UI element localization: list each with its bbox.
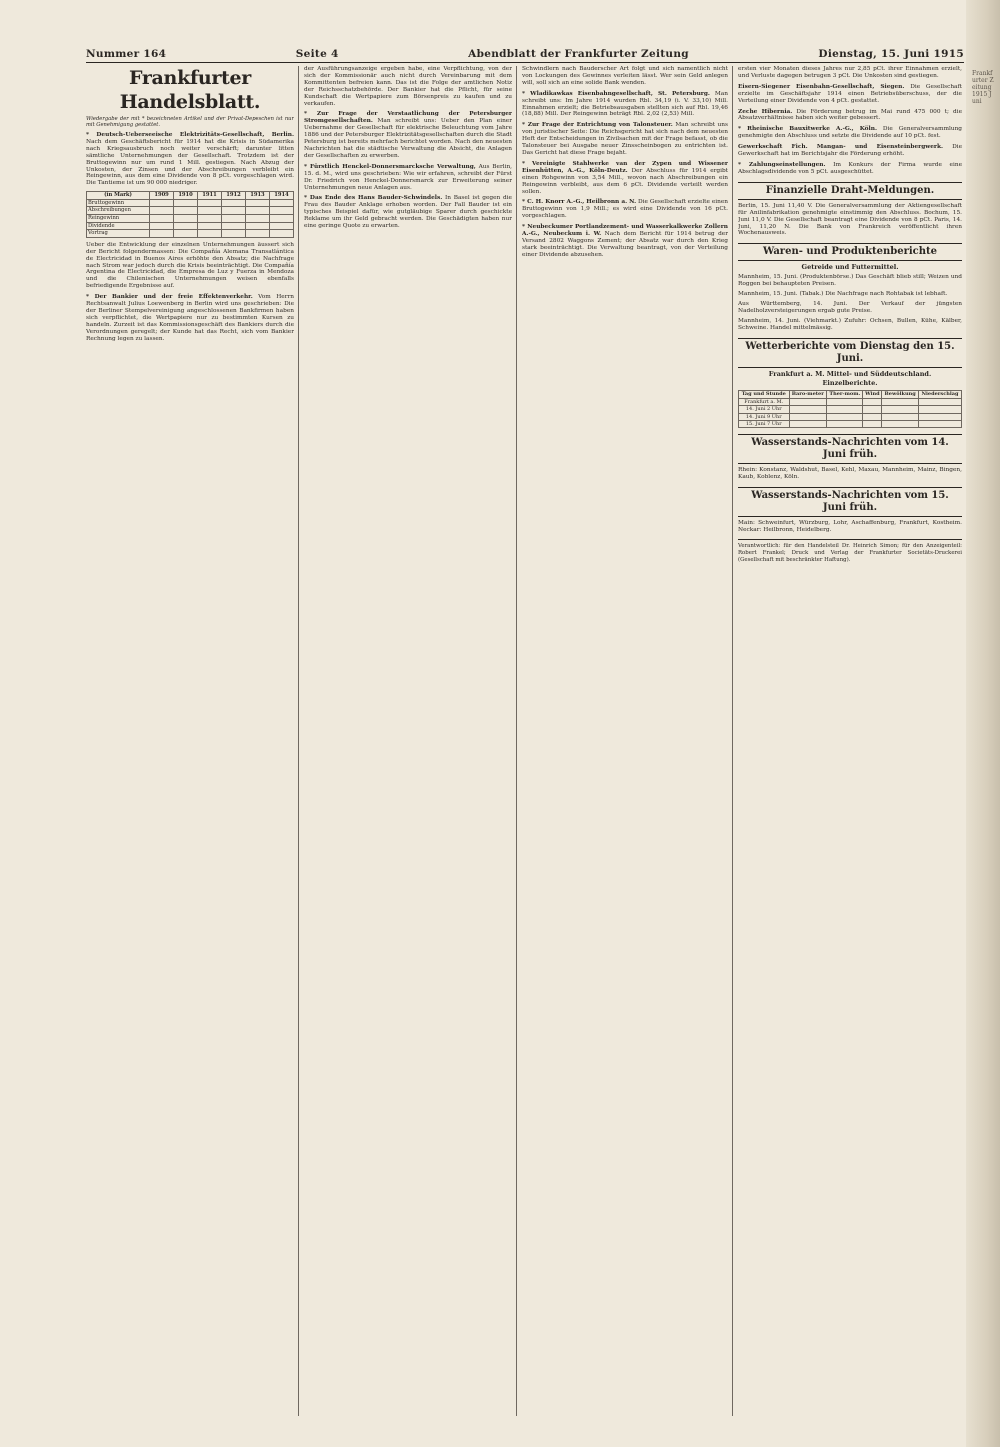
table-cell [245,207,269,215]
weather-table-title: Einzelberichte. [822,379,878,388]
article-neubeckum [522,224,728,259]
table-cell [222,199,246,207]
weather-table [738,390,962,428]
article-headline: * Der Bankier und der freie Effektenverkehr. [86,294,253,301]
table-row [87,230,294,238]
table-cell [174,207,198,215]
table-cell [222,222,246,230]
table-row [739,406,962,413]
row-label: Vortrag [87,230,150,238]
article-headline: Zeche Hibernia. [738,108,793,115]
book-binding-edge [966,0,1000,1447]
table-cell [174,222,198,230]
table-cell [269,215,293,223]
column-4 [738,66,962,1416]
water-level-heading: Wasserstands-Nachrichten vom 15. Juni früh. [738,487,962,517]
masthead-subtitle: Wiedergabe der mit * bezeichneten Artikel und der Privat-Depeschen ist nur mit Genehmigung gestattet. [86,116,294,128]
article-body: Der Abschluss für 1914 ergibt einen Rohgewinn von 3,54 Mill., wovon nach Abschreibungen ein Reingewinn verbleibt, aus dem 6 pCt. Dividende verteilt werden sollen. [522,167,728,195]
article-electric-company [86,132,294,187]
markets-section-heading: Waren- und Produktenberichte [738,243,962,261]
table-cell [918,398,961,405]
article-zahlungseinstellungen [738,162,962,176]
table-header-cell: 1910 [174,192,198,200]
table-row [739,413,962,420]
article-wladikawkas [522,91,728,119]
table-cell [245,215,269,223]
article-headline: * Rheinische Bauxitwerke A.-G., Köln. [738,126,877,133]
table-row [739,398,962,405]
column-divider [516,66,517,1416]
table-header-row [87,192,294,200]
table-header-cell: 1914 [269,192,293,200]
article-body: Nach dem Bericht für 1914 betrug der Versand 2802 Waggons Zement; der Absatz war durch den Krieg stark beeinträchtigt. Die Verwaltung beantragt, von der Verteilung einer Dividende abzusehen. [522,231,728,258]
article-body: Man schreibt uns: Ueber den Plan einer Uebernahme der Gesellschaft für elektrische Beleuchtung vom Jahre 1886 und der Petersburger Elektrizitätsgesellschaften durch die Stadt Petersburg ist bereits mehrfach berichtet worden. Nach den neuesten Nachrichten hat die städtische Verwaltung die Absicht, die Anlagen der Gesellschaften zu erwerben. [304,118,512,159]
market-report: Mannheim, 14. Juni. (Viehmarkt.) Zufuhr: Ochsen, Bullen, Kühe, Kälber, Schweine. Handel mittelmässig. [738,317,962,331]
table-row [87,215,294,223]
row-label: Reingewinn [87,215,150,223]
market-report: Mannheim, 15. Juni. (Tabak.) Die Nachfrage nach Rohtabak ist lebhaft. [738,291,948,298]
article-headline: Eisern-Siegener Eisenbahn-Gesellschaft, Siegen. [738,83,905,90]
table-header-cell: Baro-meter [789,391,827,398]
article-headline: * Deutsch-Ueberseeische Elektrizitäts-Gesellschaft, Berlin. [86,132,294,138]
table-cell [827,421,863,428]
table-cell [198,199,222,207]
header-rule [86,62,964,63]
table-cell [918,406,961,413]
table-cell [150,207,174,215]
page-header [86,47,964,61]
table-cell [789,398,827,405]
article-hibernia [738,109,962,123]
table-cell [245,230,269,238]
table-header-cell: Ther-mom. [827,391,863,398]
article-talonsteuer [522,122,728,157]
table-cell [245,199,269,207]
article-headline: * Das Ende des Hans Bauder-Schwindels. [304,195,443,202]
table-cell [863,413,882,420]
table-cell: 14. Juni 2 Uhr [739,406,790,413]
article-body: Ueber die Entwicklung der einzelnen Unternehmungen äussert sich der Bericht folgendermassen: Die Compañía Alemana Transatlántica de Electricidad in Buenos Aires erhöhte den Absatz; die Nachfrage nach Strom war jedoch durch die Krisis beeinträchtigt. Die Compañía Argentina de Electricidad, die Empresa de Luz y Fuerza in Mendoza und die Chilenischen Unternehmungen weisen ebenfalls befriedigende Ergebnisse auf. [86,241,294,290]
row-label: Dividende [87,222,150,230]
table-cell [198,230,222,238]
article-body: Die Förderung betrug im Mai rund 475 000 t; die Absatzverhältnisse haben sich weiter gebessert. [738,108,962,122]
article-headline: * Zahlungseinstellungen. [738,161,826,168]
table-header-cell: 1912 [222,192,246,200]
newspaper-title: Abendblatt der Frankfurter Zeitung [468,48,689,60]
article-continuation [86,242,294,290]
article-henckel [304,164,512,192]
table-cell [198,215,222,223]
article-headline: * Fürstlich Henckel-Donnersmarcksche Verwaltung, [304,163,476,170]
finance-telegrams: Berlin, 15. Juni 11,40 V. Die Generalversammlung der Aktiengesellschaft für Anilinfabrikation genehmigte einstimmig den Abschluss. Bochum, 15. Juni 11,0 V. Die Gesellschaft beantragt eine Dividende von 8 pCt. Paris, 14. Juni, 11,20 N. Die Bank von Frankreich veröffentlicht ihren Wochenausweis. [738,202,962,237]
page-number: Seite 4 [295,48,339,60]
table-cell [174,215,198,223]
table-row [87,207,294,215]
article-headline: * Zur Frage der Verstaatlichung der Petersburger Stromgesellschaften. [304,111,512,125]
table-cell [245,222,269,230]
table-cell [222,230,246,238]
table-cell [827,406,863,413]
table-cell [789,406,827,413]
binding-marginalia: Frankfurter Zeitung 1915 Juni [972,70,994,105]
section-masthead: Frankfurter Handelsblatt. [119,67,261,113]
article-headline: Gewerkschaft Fich. Mangan- und Eisensteinbergwerk. [738,144,944,151]
table-cell [269,207,293,215]
table-header-cell: 1909 [150,192,174,200]
article-body: Aus Berlin, 15. d. M., wird uns geschrieben: Wie wir erfahren, schreibt der Fürst Dr. Friedrich von Henckel-Donnersmarck zur Erweiterung seiner Unternehmungen neue Anlagen aus. [304,163,512,191]
table-cell [882,421,919,428]
row-label: Bruttogewinn [87,199,150,207]
article-bauxit [738,126,962,140]
article-body: Die Gesellschaft erzielte einen Bruttogewinn von 1,9 Mill.; es wird eine Dividende von 16 pCt. vorgeschlagen. [522,199,728,220]
article-headline: * C. H. Knorr A.-G., Heilbronn a. N. [522,199,637,206]
table-cell [882,413,919,420]
article-knorr [522,199,728,220]
table-cell [150,215,174,223]
article-headline: * Zur Frage der Entrichtung von Talonsteuer. [522,122,673,129]
table-body [739,398,962,428]
table-header-cell: Niederschlag [918,391,961,398]
table-cell [789,413,827,420]
table-row [87,222,294,230]
article-body: Die Generalversammlung genehmigte den Abschluss und setzte die Dividende auf 10 pCt. fest. [738,126,962,140]
row-label: Abschreibungen [87,207,150,215]
article-headline: * Vereinigte Stahlwerke van der Zypen und Wissener Eisenhütten, A.-G., Köln-Deutz. [522,160,728,174]
article-body: In Basel ist gegen die Frau des Bauder Anklage erhoben worden. Der Fall Bauder ist ein typisches Beispiel dafür, wie gutgläubige Sparer durch geschickte Reklame um ihr Geld gebracht werden. Die Geschädigten haben nur eine geringe Quote zu erwarten. [304,195,512,230]
table-header-cell: 1911 [198,192,222,200]
table-cell [174,199,198,207]
article-body: Schwindlern nach Bauderscher Art folgt und sich namentlich nicht von Lockungen des Gewinnes verleiten lässt. Wer sein Geld anlegen will, soll sich an eine solide Bank wenden. [522,66,728,86]
table-cell [882,406,919,413]
table-cell [269,199,293,207]
article-body: Die Gewerkschaft hat im Berichtsjahr die Förderung erhöht. [738,144,962,158]
table-row [739,421,962,428]
table-cell [863,421,882,428]
column-divider [732,66,733,1416]
article-continuation [738,66,962,80]
article-body: Nach dem Geschäftsbericht für 1914 hat die Krisis in Südamerika nach Kriegsausbruch noch weiter verschärft; darunter litten sämtliche Unternehmungen der Gesellschaft. Trotzdem ist der Bruttogewinn nur um rund 1 Mill. gestiegen. Nach Abzug der Unkosten, der Zinsen und der Abschreibungen verbleibt ein Reingewinn, aus dem eine Dividende von 8 pCt. vorgeschlagen wird. Die Tantieme ist um 90 000 niedriger. [86,138,294,187]
imprint: Verantwortlich: für den Handelsteil Dr. Heinrich Simon; für den Anzeigenteil: Robert Frankel; Druck und Verlag der Frankfurter Societäts-Druckerei (Gesellschaft mit beschränkter Haftung). [738,539,962,564]
table-cell [827,413,863,420]
article-headline: * Neubeckumer Portlandzement- und Wasserkalkwerke Zollern A.-G., Neubeckum i. W. [522,224,728,238]
article-banker [86,294,294,342]
table-cell: Frankfurt a. M. [739,398,790,405]
issue-date: Dienstag, 15. Juni 1915 [818,48,964,60]
article-body: Die Gesellschaft erzielte im Geschäftsjahr 1914 einen Betriebsüberschuss, der die Verteilung einer Dividende von 4 pCt. gestattet. [738,83,962,104]
weather-subheading: Frankfurt a. M. Mittel- und Süddeutschland. [768,369,932,378]
table-header-cell: Tag und Stunde [739,391,790,398]
table-cell: 14. Juni 9 Uhr [739,413,790,420]
column-3 [522,66,728,1416]
table-cell [827,398,863,405]
article-body: Man schreibt uns von juristischer Seite: Die Reichsgericht hat sich nach dem neuesten Heft der Entscheidungen in Zivilsachen mit der Frage befasst, ob die Talonsteuer bei Ausgabe neuer Zinsscheinbogen zu entrichten ist. Das Gericht hat diese Frage bejaht. [522,122,728,156]
article-petersburg [304,111,512,159]
table-cell [863,406,882,413]
table-cell [222,215,246,223]
table-header-cell: Bewölkung [882,391,919,398]
article-body: Vom Herrn Rechtsanwalt Julius Loewenberg in Berlin wird uns geschrieben: Die der Berliner Stempelvereinigung angeschlossenen Bankfirmen haben sich verpflichtet, die Wertpapiere nur zu bestimmten Kursen zu handeln. Zurzeit ist das Kommissionsgeschäft des Bankiers durch die Verordnungen geregelt; der Kunde hat das Recht, sich vom Bankier Rechnung legen zu lassen. [86,294,294,342]
table-cell [269,230,293,238]
table-cell [863,398,882,405]
article-body: Im Konkurs der Firma wurde eine Abschlagsdividende von 5 pCt. ausgeschüttet. [738,161,962,175]
column-1 [86,66,294,1416]
water-level-heading: Wasserstands-Nachrichten vom 14. Juni früh. [738,434,962,464]
table-cell [269,222,293,230]
article-headline: * Wladikawkas Eisenbahngesellschaft, St. Petersburg. [522,90,710,97]
financial-table [86,191,294,238]
finance-section-heading: Finanzielle Draht-Meldungen. [738,182,962,200]
column-2 [304,66,512,1416]
table-cell [150,222,174,230]
table-cell [174,230,198,238]
table-cell [789,421,827,428]
table-cell [198,222,222,230]
table-header-cell: Wind [863,391,882,398]
table-cell: 15. Juni 7 Uhr [739,421,790,428]
article-stahlwerke [522,161,728,196]
table-body [87,199,294,237]
article-body: der Ausführungsanzeige ergeben habe, eine Verpflichtung, von der sich der Kommissionär auch nicht durch Vereinbarung mit dem Kommittenten befreien kann. Das ist die Folge der amtlichen Notiz der Reichsschatzbehörde. Der Bankier hat die Pflicht, für seine Kundschaft die Wertpapiere zum Börsenpreis zu kaufen und zu verkaufen. [304,66,512,107]
article-body: ersten vier Monaten dieses Jahres nur 2,85 pCt. ihrer Einnahmen erzielt, und Verluste dagegen betrugen 3 pCt. Die Unkosten sind gestiegen. [738,66,962,79]
table-row [87,199,294,207]
article-body: Man schreibt uns: Im Jahre 1914 wurden Rbl. 34,19 (i. V. 33,10) Mill. Einnahmen erzielt; die Betriebsausgaben stellten sich auf Rbl. 19,46 (18,88) Mill. Der Reingewinn beträgt Rbl. 2,02 (2,53) Mill. [522,90,728,118]
weather-section-heading: Wetterberichte vom Dienstag den 15. Juni. [738,338,962,368]
water-level-report: Rhein: Konstanz, Waldshut, Basel, Kehl, Maxau, Mannheim, Mainz, Bingen, Kaub, Koblenz, Köln. [738,467,962,481]
article-gewerkschaft [738,144,962,158]
table-cell [198,207,222,215]
market-report: Aus Württemberg, 14. Juni. Der Verkauf der jüngsten Nadelholzversteigerungen ergab gute Preise. [738,300,962,314]
article-eisern-siegener [738,84,962,105]
table-cell [882,398,919,405]
markets-subheading: Getreide und Futtermittel. [801,263,899,272]
table-cell [918,413,961,420]
table-cell [918,421,961,428]
table-cell [222,207,246,215]
water-level-report: Main: Schweinfurt, Würzburg, Lohr, Aschaffenburg, Frankfurt, Kostheim. Neckar: Heilbronn, Heidelberg. [738,520,962,534]
article-continuation [522,66,728,87]
column-divider [298,66,299,1416]
market-report: Mannheim, 15. Juni. (Produktenbörse.) Das Geschäft blieb still; Weizen und Roggen bei behaupteten Preisen. [738,274,962,288]
table-header-cell: 1913 [245,192,269,200]
table-cell [150,199,174,207]
table-cell [150,230,174,238]
table-header-row [739,391,962,398]
article-bauder [304,195,512,230]
article-continuation [304,66,512,107]
table-header-cell: (in Mark) [87,192,150,200]
issue-number: Nummer 164 [86,48,167,60]
